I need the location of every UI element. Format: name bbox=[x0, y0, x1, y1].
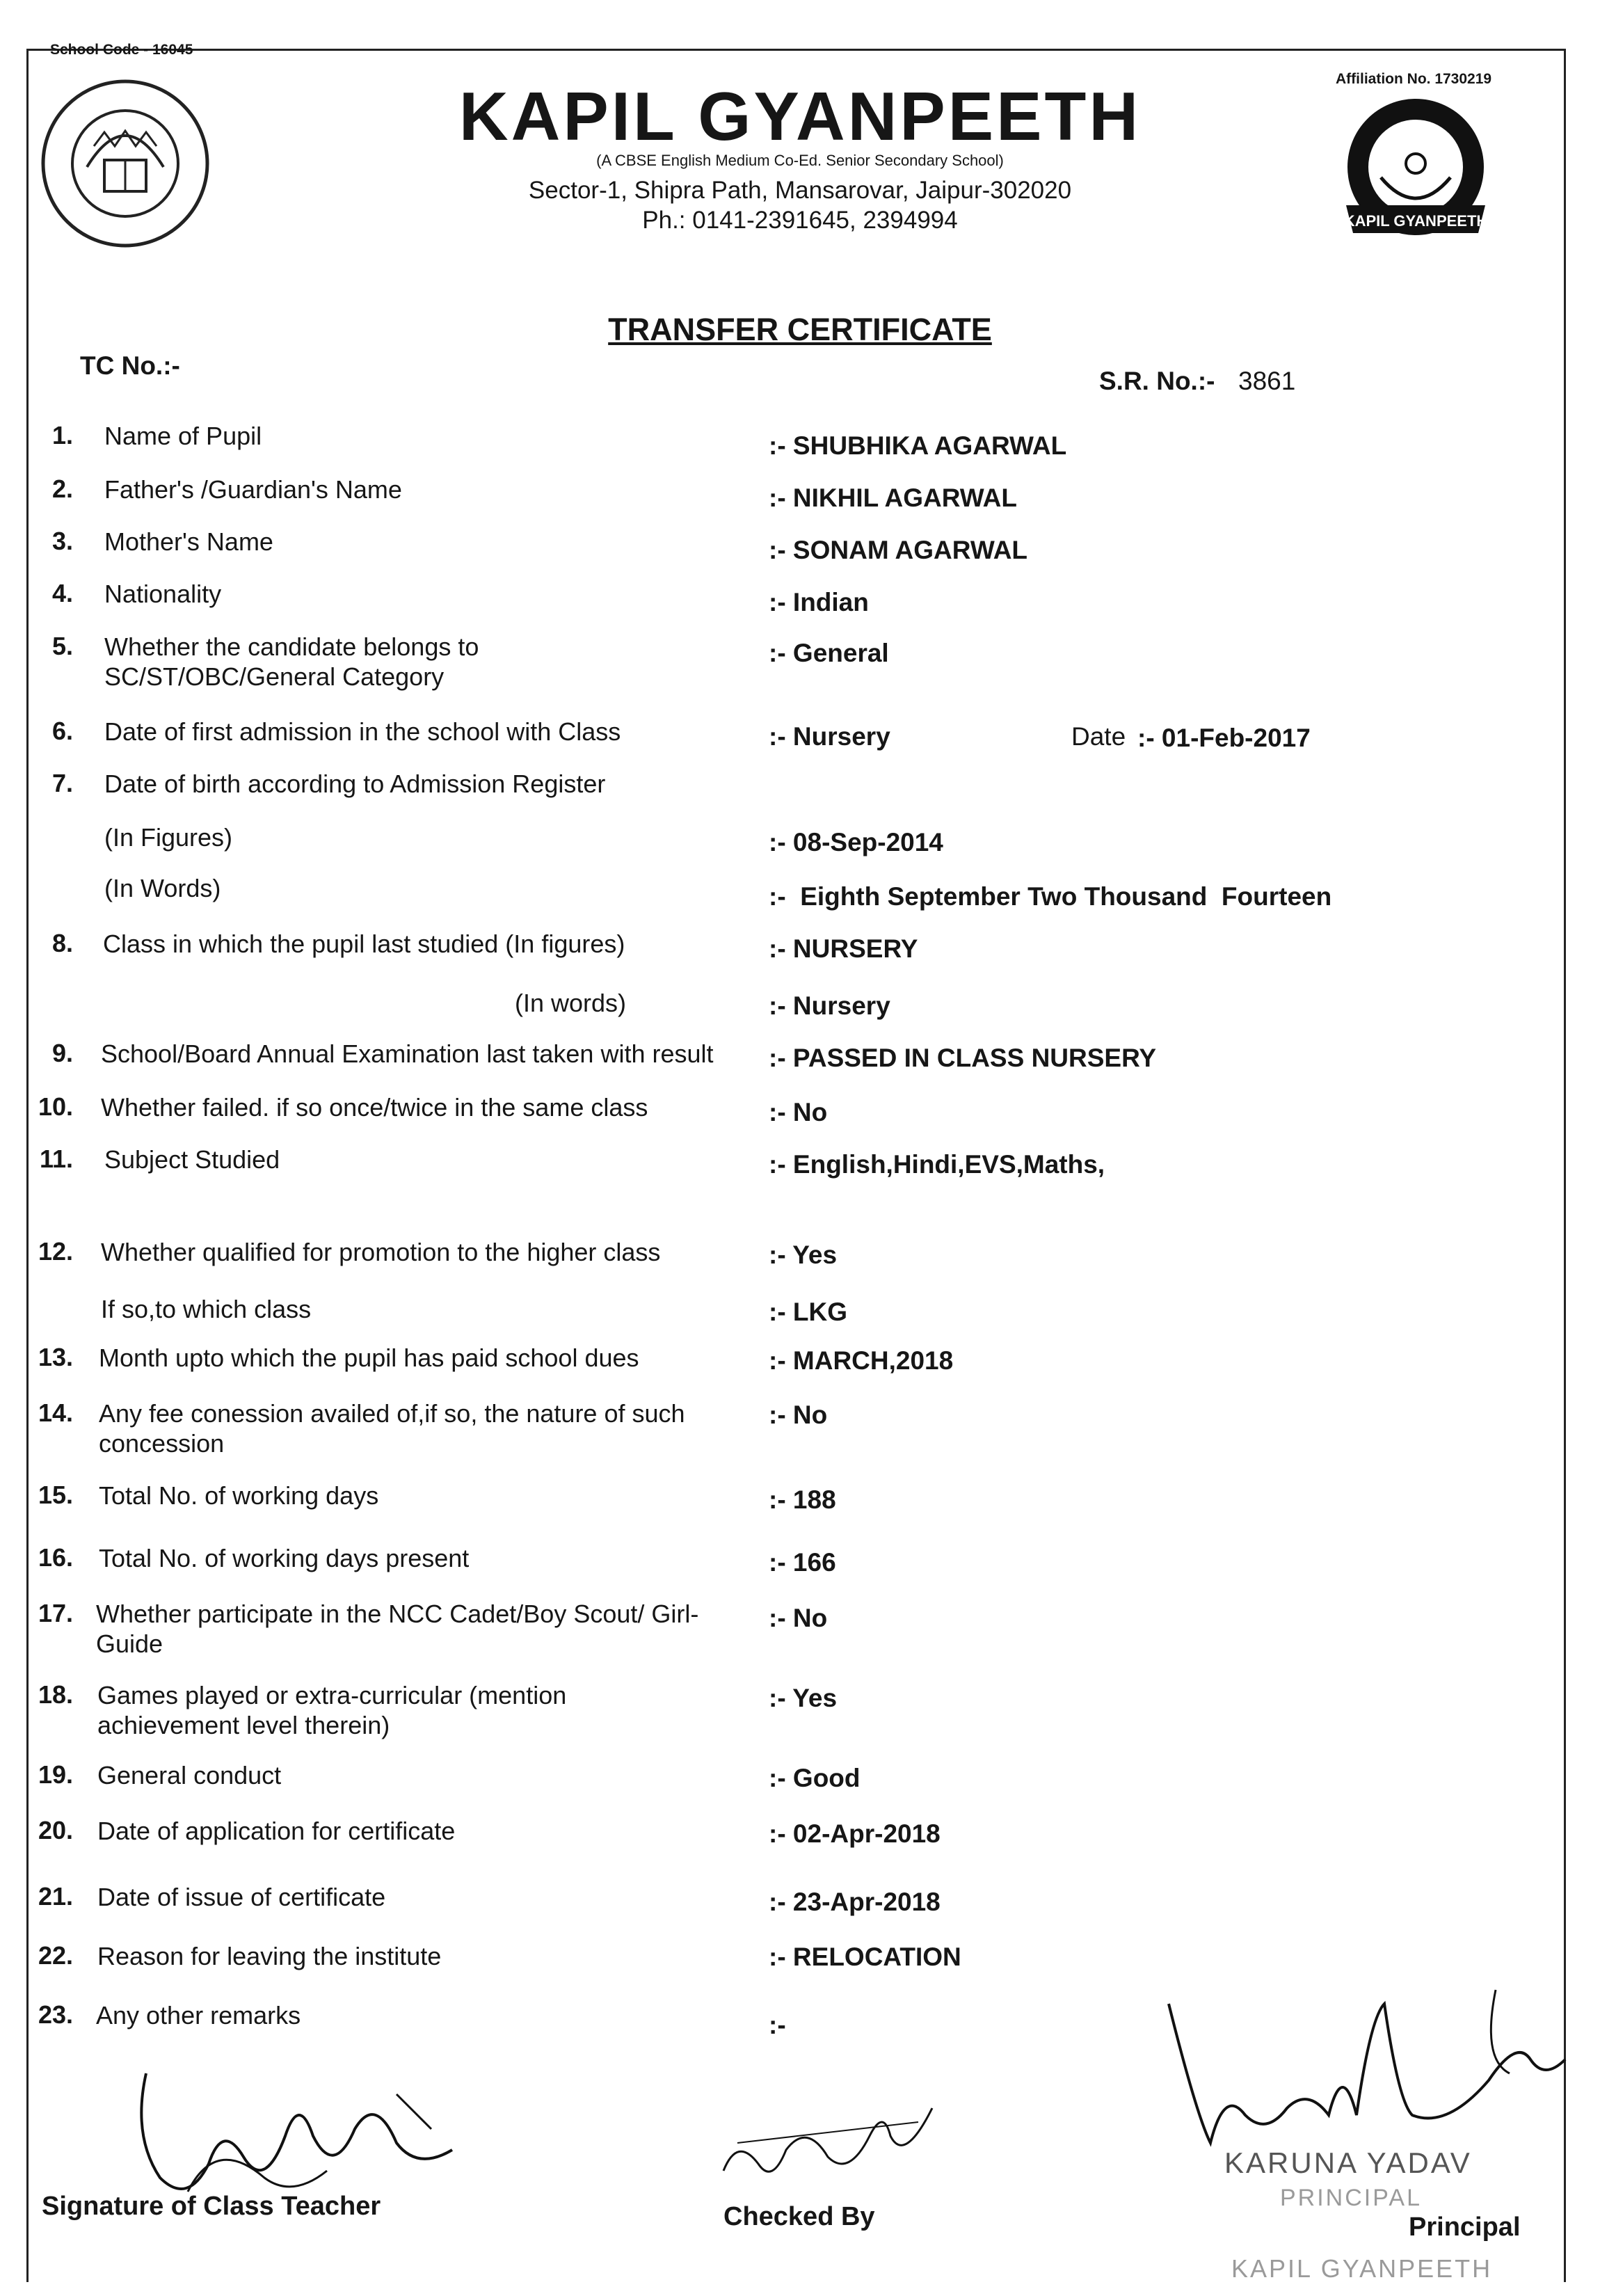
row-6-date-label: Date bbox=[1071, 722, 1126, 751]
row-22-value: :- RELOCATION bbox=[769, 1943, 961, 1971]
row-21-value: :- 23-Apr-2018 bbox=[769, 1888, 941, 1916]
row-8-number: 8. bbox=[51, 929, 73, 957]
border-left-line bbox=[26, 49, 29, 2282]
row-10-number: 10. bbox=[38, 1092, 73, 1121]
principal-stamp-name: KARUNA YADAV bbox=[1224, 2146, 1472, 2179]
row-6-label: Date of first admission in the school with Class bbox=[104, 717, 621, 746]
row-18-number: 18. bbox=[38, 1680, 73, 1709]
school-phone: Ph.: 0141-2391645, 2394994 bbox=[642, 207, 958, 234]
row-12-class-value: :- LKG bbox=[769, 1298, 848, 1326]
row-2-number: 2. bbox=[51, 475, 73, 503]
row-19-label: General conduct bbox=[97, 1761, 282, 1789]
row-12-number: 12. bbox=[38, 1237, 73, 1266]
row-17-label: Whether participate in the NCC Cadet/Boy Scout/ Girl-Guide bbox=[96, 1600, 699, 1658]
certificate-title: TRANSFER CERTIFICATE bbox=[608, 312, 992, 347]
row-17-value: :- No bbox=[769, 1604, 828, 1632]
checked-by-initials bbox=[710, 2094, 939, 2192]
affiliation-number: Affiliation No. 1730219 bbox=[1336, 71, 1492, 87]
row-15-label: Total No. of working days bbox=[99, 1481, 379, 1510]
row-22-label: Reason for leaving the institute bbox=[97, 1942, 442, 1970]
school-type: (A CBSE English Medium Co-Ed. Senior Secondary School) bbox=[596, 152, 1004, 169]
row-10-label: Whether failed. if so once/twice in the same class bbox=[101, 1093, 648, 1122]
sr-number-value: 3861 bbox=[1238, 367, 1296, 395]
row-13-number: 13. bbox=[38, 1343, 73, 1371]
row-19-value: :- Good bbox=[769, 1764, 861, 1792]
row-9-label: School/Board Annual Examination last taken with result bbox=[101, 1039, 714, 1068]
row-5-number: 5. bbox=[51, 632, 73, 660]
row-22-number: 22. bbox=[38, 1941, 73, 1970]
row-9-number: 9. bbox=[51, 1039, 73, 1067]
row-17-number: 17. bbox=[38, 1599, 73, 1627]
row-15-number: 15. bbox=[38, 1481, 73, 1509]
row-14-number: 14. bbox=[38, 1398, 73, 1427]
school-address: Sector-1, Shipra Path, Mansarovar, Jaipur-302020 bbox=[528, 177, 1072, 204]
principal-stamp-title: PRINCIPAL bbox=[1280, 2185, 1422, 2211]
row-4-value: :- Indian bbox=[769, 588, 869, 616]
class-teacher-signature-label: Signature of Class Teacher bbox=[42, 2192, 381, 2221]
row-6-number: 6. bbox=[51, 717, 73, 745]
row-3-value: :- SONAM AGARWAL bbox=[769, 536, 1028, 564]
row-20-value: :- 02-Apr-2018 bbox=[769, 1819, 941, 1848]
row-1-label: Name of Pupil bbox=[104, 422, 262, 450]
row-7-number: 7. bbox=[51, 769, 73, 797]
row-6-date-value: :- 01-Feb-2017 bbox=[1137, 724, 1311, 752]
row-20-label: Date of application for certificate bbox=[97, 1817, 456, 1845]
row-21-number: 21. bbox=[38, 1882, 73, 1911]
row-8-label: Class in which the pupil last studied (In figures) bbox=[103, 930, 625, 958]
row-5-label: Whether the candidate belongs to SC/ST/OBC/General Category bbox=[104, 632, 479, 691]
row-18-value: :- Yes bbox=[769, 1684, 838, 1712]
school-code: School Code - 16045 bbox=[50, 42, 193, 58]
row-3-number: 3. bbox=[51, 527, 73, 555]
row-12-value: :- Yes bbox=[769, 1241, 838, 1269]
row-7-words-value: :- Eighth September Two Thousand Fourteen bbox=[769, 882, 1332, 911]
row-16-label: Total No. of working days present bbox=[99, 1544, 470, 1572]
row-20-number: 20. bbox=[38, 1816, 73, 1844]
border-right-line bbox=[1564, 49, 1566, 2282]
row-6-value: :- Nursery bbox=[769, 722, 890, 751]
principal-signature bbox=[1155, 1976, 1572, 2157]
row-7-label: Date of birth according to Admission Register bbox=[104, 770, 606, 798]
row-8-words-value: :- Nursery bbox=[769, 991, 890, 1020]
emblem-banner-text: KAPIL GYANPEETH bbox=[1343, 212, 1488, 230]
row-19-number: 19. bbox=[38, 1760, 73, 1789]
principal-label: Principal bbox=[1409, 2213, 1521, 2242]
row-9-value: :- PASSED IN CLASS NURSERY bbox=[769, 1044, 1157, 1072]
row-11-label: Subject Studied bbox=[104, 1145, 280, 1174]
row-11-value: :- English,Hindi,EVS,Maths, bbox=[769, 1150, 1105, 1179]
row-7-figures-value: :- 08-Sep-2014 bbox=[769, 828, 943, 856]
row-18-label: Games played or extra-curricular (mention achievement level therein) bbox=[97, 1681, 567, 1739]
checked-by-label: Checked By bbox=[723, 2202, 875, 2231]
tc-number-label: TC No.:- bbox=[80, 351, 180, 380]
class-teacher-signature bbox=[104, 2052, 466, 2213]
row-23-number: 23. bbox=[38, 2000, 73, 2029]
row-12-class-label: If so,to which class bbox=[101, 1295, 312, 1323]
border-top-line bbox=[26, 49, 1564, 51]
row-23-label: Any other remarks bbox=[96, 2001, 301, 2030]
row-13-label: Month upto which the pupil has paid school dues bbox=[99, 1344, 639, 1372]
row-13-value: :- MARCH,2018 bbox=[769, 1346, 954, 1375]
row-15-value: :- 188 bbox=[769, 1485, 836, 1514]
row-8-value: :- NURSERY bbox=[769, 934, 918, 963]
row-7-figures-label: (In Figures) bbox=[104, 823, 233, 852]
row-4-number: 4. bbox=[51, 579, 73, 607]
row-2-label: Father's /Guardian's Name bbox=[104, 475, 402, 504]
row-3-label: Mother's Name bbox=[104, 527, 273, 556]
row-11-number: 11. bbox=[39, 1145, 73, 1173]
row-8-words-label: (In words) bbox=[515, 989, 627, 1017]
principal-stamp-school: KAPIL GYANPEETH bbox=[1231, 2254, 1493, 2283]
row-23-value: :- bbox=[769, 2011, 786, 2039]
row-14-value: :- No bbox=[769, 1401, 828, 1429]
row-1-number: 1. bbox=[51, 421, 73, 449]
sr-number-label: S.R. No.:- bbox=[1099, 367, 1215, 395]
row-7-words-label: (In Words) bbox=[104, 874, 221, 902]
row-14-label: Any fee conession availed of,if so, the nature of such concession bbox=[99, 1399, 685, 1458]
row-2-value: :- NIKHIL AGARWAL bbox=[769, 484, 1017, 512]
row-1-value: :- SHUBHIKA AGARWAL bbox=[769, 431, 1067, 460]
row-5-value: :- General bbox=[769, 639, 889, 667]
row-10-value: :- No bbox=[769, 1098, 828, 1126]
school-name: KAPIL GYANPEETH bbox=[458, 78, 1142, 154]
row-4-label: Nationality bbox=[104, 580, 222, 608]
row-16-value: :- 166 bbox=[769, 1548, 836, 1577]
row-16-number: 16. bbox=[38, 1543, 73, 1572]
row-12-label: Whether qualified for promotion to the higher class bbox=[101, 1238, 661, 1266]
row-21-label: Date of issue of certificate bbox=[97, 1883, 386, 1911]
